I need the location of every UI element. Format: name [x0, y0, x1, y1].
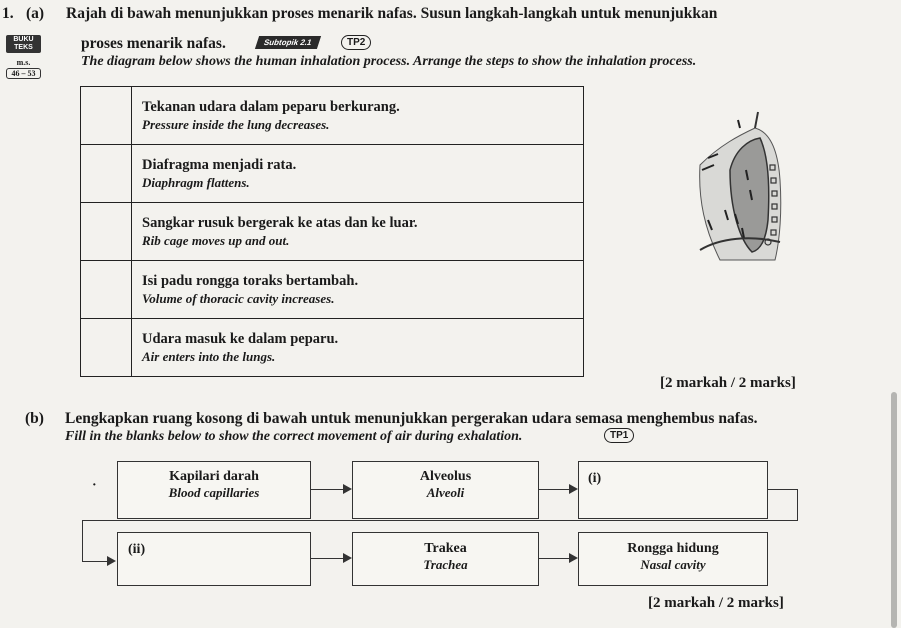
- scrollbar-thumb[interactable]: [891, 392, 897, 628]
- connector-line: [797, 489, 798, 521]
- flow-ms: Kapilari darah: [169, 469, 259, 484]
- step-en: Diaphragm flattens.: [142, 174, 250, 190]
- steps-table: [80, 86, 584, 377]
- step-ms: Isi padu rongga toraks bertambah.: [142, 272, 359, 289]
- flow-arrow-line: [538, 489, 570, 490]
- flow-arrowhead: [569, 484, 578, 494]
- flow-ms: Alveolus: [419, 469, 472, 484]
- step-en: Volume of thoracic cavity increases.: [142, 290, 335, 306]
- flow-ms: Rongga hidung: [627, 541, 719, 556]
- step-answer-cell[interactable]: [81, 145, 132, 203]
- flow-en: Nasal cavity: [640, 557, 706, 572]
- step-row: [81, 145, 584, 203]
- flow-ms: Trakea: [424, 541, 467, 556]
- step-row: [81, 87, 584, 145]
- step-ms: Udara masuk ke dalam peparu.: [142, 330, 339, 347]
- marks-a: [2 markah / 2 marks]: [660, 375, 796, 391]
- subtopic-tag: Subtopik 2.1: [255, 36, 321, 49]
- flow-en: Alveoli: [426, 485, 465, 500]
- tp1-badge: TP1: [604, 428, 634, 443]
- step-en: Rib cage moves up and out.: [142, 232, 290, 248]
- flow-box-trachea: [352, 532, 539, 586]
- badge-line2: TEKS: [14, 44, 33, 51]
- tp2-badge: TP2: [341, 35, 371, 50]
- flow-arrowhead: [569, 553, 578, 563]
- flow-arrowhead: [107, 556, 116, 566]
- flow-en: Trachea: [423, 557, 468, 572]
- answer-label-ii: (ii): [128, 542, 146, 557]
- flow-arrowhead: [343, 553, 352, 563]
- flow-arrow-line: [310, 558, 345, 559]
- step-en: Pressure inside the lung decreases.: [142, 116, 330, 132]
- textbook-badge: [6, 35, 41, 79]
- part-b-en: Fill in the blanks below to show the correct movement of air during exhalation.: [65, 429, 523, 444]
- connector-line: [767, 489, 798, 490]
- bullet-mark: ·: [92, 478, 97, 493]
- step-row: [81, 203, 584, 261]
- part-b-ms: Lengkapkan ruang kosong di bawah untuk menunjukkan pergerakan udara semasa menghembus nafas.: [65, 410, 758, 427]
- step-answer-cell[interactable]: [81, 261, 132, 319]
- flow-box-nasal-cavity: [578, 532, 768, 586]
- flow-box-blood-capillaries: [117, 461, 311, 519]
- flow-en: Blood capillaries: [168, 485, 260, 500]
- answer-box-i[interactable]: [578, 461, 768, 519]
- badge-ms: m.s.: [16, 58, 31, 67]
- step-en: Air enters into the lungs.: [142, 348, 276, 364]
- flow-box-alveoli: [352, 461, 539, 519]
- step-answer-cell[interactable]: [81, 203, 132, 261]
- part-a-en: The diagram below shows the human inhalation process. Arrange the steps to show the inhalation process.: [81, 54, 697, 69]
- step-answer-cell[interactable]: [81, 87, 132, 145]
- step-answer-cell[interactable]: [81, 319, 132, 377]
- connector-line: [82, 520, 83, 562]
- step-row: [81, 261, 584, 319]
- step-row: [81, 319, 584, 377]
- part-a-ms-line2: proses menarik nafas.: [81, 35, 226, 52]
- connector-line: [82, 520, 798, 521]
- answer-box-ii[interactable]: [117, 532, 311, 586]
- answer-label-i: (i): [588, 471, 602, 486]
- badge-pages: 46 – 53: [6, 68, 41, 79]
- step-ms: Tekanan udara dalam peparu berkurang.: [142, 98, 400, 115]
- step-ms: Diafragma menjadi rata.: [142, 156, 297, 173]
- connector-line: [82, 561, 108, 562]
- part-a-label: (a): [26, 5, 45, 22]
- flow-arrow-line: [538, 558, 570, 559]
- marks-b: [2 markah / 2 marks]: [648, 595, 784, 611]
- badge-line1: BUKU: [13, 36, 34, 43]
- flow-arrow-line: [310, 489, 345, 490]
- inhalation-diagram: [680, 110, 790, 270]
- part-a-ms-line1: Rajah di bawah menunjukkan proses menarik nafas. Susun langkah-langkah untuk menunjukkan: [66, 5, 718, 22]
- step-ms: Sangkar rusuk bergerak ke atas dan ke luar.: [142, 214, 418, 231]
- flow-arrowhead: [343, 484, 352, 494]
- question-number: 1.: [2, 5, 14, 22]
- part-b-label: (b): [25, 410, 44, 427]
